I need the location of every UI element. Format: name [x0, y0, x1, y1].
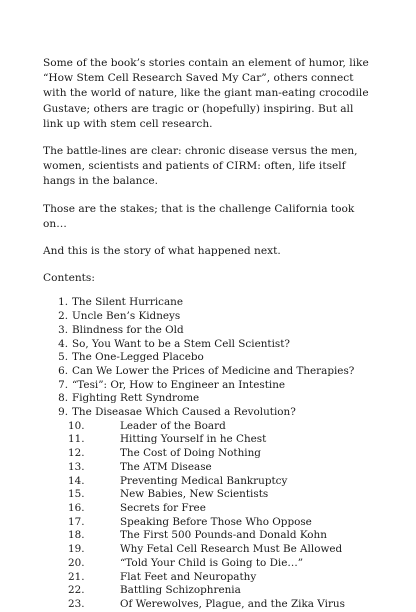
list-item [43, 433, 376, 447]
list-item [43, 447, 376, 461]
chapter-title: The One-Legged Placebo [72, 351, 204, 364]
list-item [43, 529, 376, 543]
chapter-number: 7. [58, 378, 68, 391]
chapter-title: Preventing Medical Bankruptcy [120, 474, 288, 487]
list-item [43, 571, 376, 585]
chapter-number: 6. [58, 364, 68, 377]
paragraph-battle-lines: The battle-lines are clear: chronic disease versus the men, women, scientists and patients of CIRM: often, life itself hangs in the balance. [43, 145, 358, 188]
chapter-title: New Babies, New Scientists [120, 488, 269, 501]
list-item [43, 420, 376, 434]
chapter-title: Fighting Rett Syndrome [72, 392, 200, 405]
chapter-number: 19. [68, 543, 85, 556]
chapter-number: 3. [58, 323, 68, 336]
chapter-title: The ATM Disease [120, 460, 212, 473]
list-item [43, 543, 376, 557]
chapter-number: 5. [58, 351, 68, 364]
list-item [43, 488, 376, 502]
chapter-title: Hitting Yourself in he Chest [120, 433, 267, 446]
list-item [43, 365, 376, 379]
chapter-title: The First 500 Pounds-and Donald Kohn [120, 529, 327, 542]
list-item [43, 379, 376, 393]
list-item [43, 392, 376, 406]
list-item [43, 557, 376, 571]
chapter-number: 23. [68, 597, 85, 610]
chapter-number: 13. [68, 460, 85, 473]
chapter-number: 20. [68, 556, 85, 569]
chapter-number: 12. [68, 447, 85, 460]
chapter-number: 17. [68, 515, 85, 528]
contents-heading: Contents: [43, 272, 95, 285]
chapter-number: 21. [68, 570, 85, 583]
chapter-title: The Diseasae Which Caused a Revolution? [72, 406, 296, 419]
chapter-title: Leader of the Board [120, 419, 226, 432]
chapter-number: 16. [68, 501, 85, 514]
chapter-number: 15. [68, 488, 85, 501]
chapter-title: So, You Want to be a Stem Cell Scientist? [72, 337, 290, 350]
list-item [43, 502, 376, 516]
chapter-number: 11. [68, 433, 85, 446]
chapter-title: Battling Schizophrenia [120, 584, 241, 597]
list-item [43, 324, 376, 338]
chapter-title: Flat Feet and Neuropathy [120, 570, 257, 583]
list-item [43, 351, 376, 365]
chapter-number: 10. [68, 419, 85, 432]
chapter-title: “Tesi”: Or, How to Engineer an Intestine [72, 378, 286, 391]
chapter-title: Of Werewolves, Plague, and the Zika Virus [120, 597, 345, 610]
table-of-contents [43, 296, 376, 611]
paragraph-intro: Some of the book’s stories contain an element of humor, like “How Stem Cell Research Saved My Car”, others connect with the world of nature, like the giant man-eating crocodile Gustave; others are tragic or (hopefully) inspiring. But all link up with stem cell research. [43, 57, 369, 130]
chapter-title: The Silent Hurricane [72, 296, 184, 309]
chapter-title: Blindness for the Old [72, 323, 184, 336]
chapter-title: Secrets for Free [120, 501, 206, 514]
chapter-number: 2. [58, 310, 68, 323]
list-item [43, 406, 376, 420]
list-item [43, 310, 376, 324]
chapter-title: “Told Your Child is Going to Die…” [120, 556, 304, 569]
list-item [43, 516, 376, 530]
paragraph-stakes: Those are the stakes; that is the challenge California took on… [43, 202, 355, 230]
chapter-number: 18. [68, 529, 85, 542]
chapter-number: 1. [58, 296, 68, 309]
chapter-number: 9. [58, 406, 68, 419]
chapter-title: Speaking Before Those Who Oppose [120, 515, 312, 528]
chapter-number: 4. [58, 337, 68, 350]
list-item [43, 475, 376, 489]
chapter-number: 8. [58, 392, 68, 405]
chapter-title: Why Fetal Cell Research Must Be Allowed [120, 543, 343, 556]
list-item [43, 598, 376, 612]
paragraph-story: And this is the story of what happened next. [43, 245, 281, 258]
list-item [43, 338, 376, 352]
list-item [43, 584, 376, 598]
chapter-title: The Cost of Doing Nothing [120, 447, 261, 460]
chapter-number: 14. [68, 474, 85, 487]
chapter-title: Uncle Ben’s Kidneys [72, 310, 181, 323]
chapter-number: 22. [68, 584, 85, 597]
chapter-title: Can We Lower the Prices of Medicine and Therapies? [72, 364, 355, 377]
list-item [43, 461, 376, 475]
list-item [43, 296, 376, 310]
